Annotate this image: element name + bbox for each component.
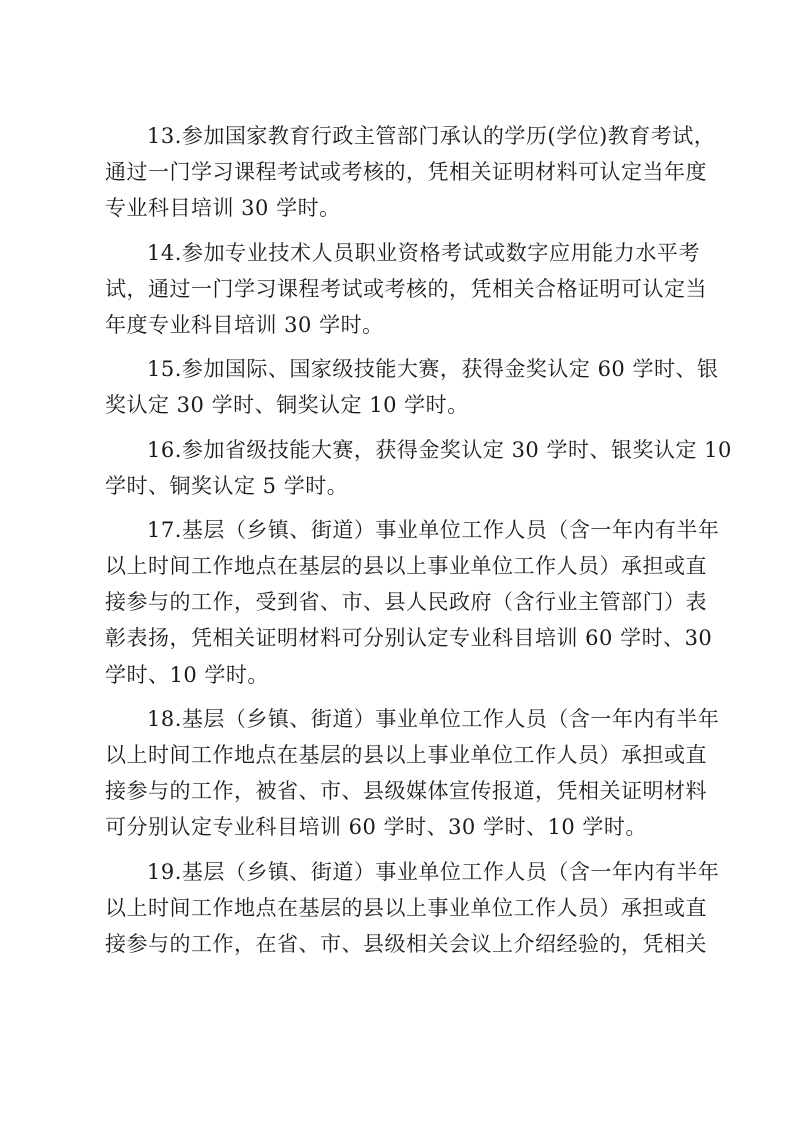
document-body: [105, 118, 732, 970]
text-line: 18.基层（乡镇、街道）事业单位工作人员（含一年内有半年: [147, 706, 720, 731]
paragraph-13: [105, 118, 716, 227]
text-line: 接参与的工作，在省、市、县级相关会议上介绍经验的，凭相关: [105, 931, 707, 956]
text-line: 可分别认定专业科目培训 60 学时、30 学时、10 学时。: [105, 815, 647, 840]
text-line: 通过一门学习课程考试或考核的，凭相关证明材料可认定当年度: [105, 160, 707, 185]
text-line: 13.参加国家教育行政主管部门承认的学历(学位)教育考试，: [147, 124, 716, 148]
paragraph-19: [105, 854, 720, 963]
text-line: 试，通过一门学习课程考试或考核的，凭相关合格证明可认定当: [105, 276, 707, 301]
text-line: 16.参加省级技能大赛，获得金奖认定 30 学时、银奖认定 10: [147, 437, 732, 462]
paragraph-14: [105, 235, 707, 344]
paragraph-15: [105, 351, 719, 423]
text-line: 学时、10 学时。: [105, 662, 269, 687]
text-line: 接参与的工作，受到省、市、县人民政府（含行业主管部门）表: [105, 590, 707, 615]
text-line: 年度专业科目培训 30 学时。: [105, 312, 384, 337]
text-line: 彰表扬，凭相关证明材料可分别认定专业科目培训 60 学时、30: [105, 626, 713, 651]
text-line: 专业科目培训 30 学时。: [105, 196, 341, 221]
text-line: 14.参加专业技术人员职业资格考试或数字应用能力水平考: [147, 240, 700, 265]
text-line: 以上时间工作地点在基层的县以上事业单位工作人员）承担或直: [105, 895, 707, 920]
text-line: 以上时间工作地点在基层的县以上事业单位工作人员）承担或直: [105, 743, 707, 767]
text-line: 15.参加国际、国家级技能大赛，获得金奖认定 60 学时、银: [147, 357, 719, 382]
paragraph-17: [105, 512, 720, 693]
text-line: 学时、铜奖认定 5 学时。: [105, 473, 349, 498]
paragraph-18: [105, 701, 720, 846]
text-line: 奖认定 30 学时、铜奖认定 10 学时。: [105, 393, 469, 418]
paragraph-16: [105, 432, 732, 504]
text-line: 19.基层（乡镇、街道）事业单位工作人员（含一年内有半年: [147, 859, 720, 884]
text-line: 17.基层（乡镇、街道）事业单位工作人员（含一年内有半年: [147, 517, 720, 542]
text-line: 接参与的工作，被省、市、县级媒体宣传报道，凭相关证明材料: [105, 779, 707, 804]
text-line: 以上时间工作地点在基层的县以上事业单位工作人员）承担或直: [105, 554, 707, 579]
